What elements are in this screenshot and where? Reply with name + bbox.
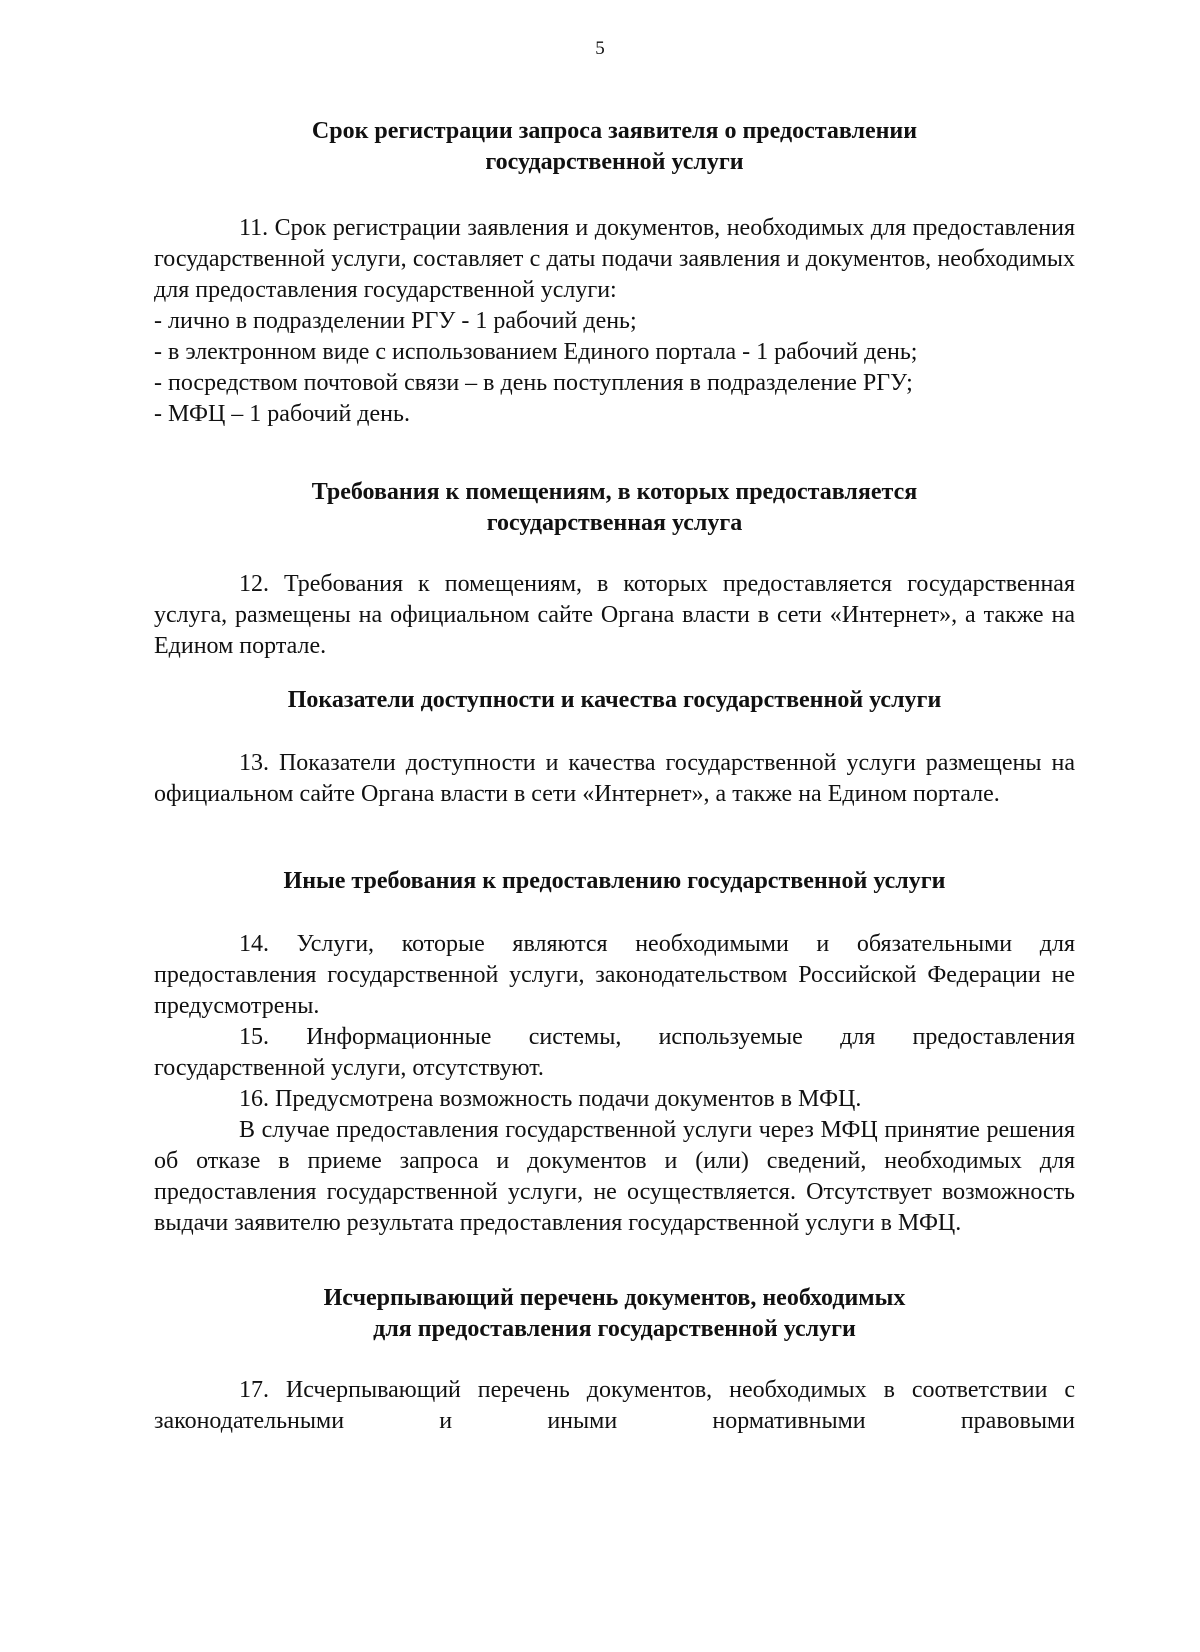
section-documents-list	[154, 1283, 1075, 1437]
section-heading	[154, 1283, 1075, 1345]
heading-line: государственная услуга	[486, 510, 743, 536]
section-heading	[154, 685, 1075, 716]
paragraph-13: 13. Показатели доступности и качества государственной услуги размещены на официальном сайте Органа власти в сети «Интернет», а также на Едином портале.	[154, 750, 1075, 807]
paragraph-14: 14. Услуги, которые являются необходимыми и обязательными для предоставления государственной услуги, законодательством Российской Федерации не предусмотрены.	[154, 931, 1075, 1019]
heading-line: Срок регистрации запроса заявителя о предоставлении	[311, 118, 918, 144]
section-heading	[154, 866, 1075, 897]
section-heading	[154, 477, 1075, 539]
paragraph-17: 17. Исчерпывающий перечень документов, необходимых в соответствии с законодательными и иными нормативными правовыми	[154, 1377, 1075, 1434]
paragraph-11: 11. Срок регистрации заявления и документов, необходимых для предоставления государственной услуги, составляет с даты подачи заявления и документов, необходимых для предоставления государственной услуги:	[154, 215, 1075, 303]
page-number: 5	[595, 38, 605, 59]
list-item: - в электронном виде с использованием Единого портала - 1 рабочий день;	[154, 339, 918, 365]
paragraph-mfc-case: В случае предоставления государственной услуги через МФЦ принятие решения об отказе в приеме запроса и документов и (или) сведений, необходимых для предоставления государственной услуги, не осуществляется. Отсутствует возможность выдачи заявителю результата предоставления государственной услуги в МФЦ.	[154, 1117, 1075, 1236]
section-accessibility-indicators	[154, 685, 1075, 810]
section-heading	[154, 116, 1075, 178]
registration-terms-list	[154, 306, 1075, 430]
section-premises-requirements	[154, 477, 1075, 662]
heading-line: Требования к помещениям, в которых предоставляется	[311, 479, 918, 505]
heading-line: Исчерпывающий перечень документов, необходимых	[323, 1285, 906, 1311]
section-other-requirements	[154, 866, 1075, 1239]
paragraph-15: 15. Информационные системы, используемые для предоставления государственной услуги, отсутствуют.	[154, 1024, 1075, 1081]
list-item: - МФЦ – 1 рабочий день.	[154, 401, 410, 427]
heading-line: Иные требования к предоставлению государственной услуги	[283, 868, 946, 894]
paragraph-16: 16. Предусмотрена возможность подачи документов в МФЦ.	[239, 1086, 862, 1112]
heading-line: государственной услуги	[485, 149, 744, 175]
paragraph-12: 12. Требования к помещениям, в которых предоставляется государственная услуга, размещены на официальном сайте Органа власти в сети «Интернет», а также на Едином портале.	[154, 571, 1075, 659]
list-item: - лично в подразделении РГУ - 1 рабочий день;	[154, 308, 637, 334]
list-item: - посредством почтовой связи – в день поступления в подразделение РГУ;	[154, 370, 913, 396]
heading-line: для предоставления государственной услуги	[373, 1316, 856, 1342]
section-registration-term	[154, 116, 1075, 430]
heading-line: Показатели доступности и качества государственной услуги	[287, 687, 942, 713]
